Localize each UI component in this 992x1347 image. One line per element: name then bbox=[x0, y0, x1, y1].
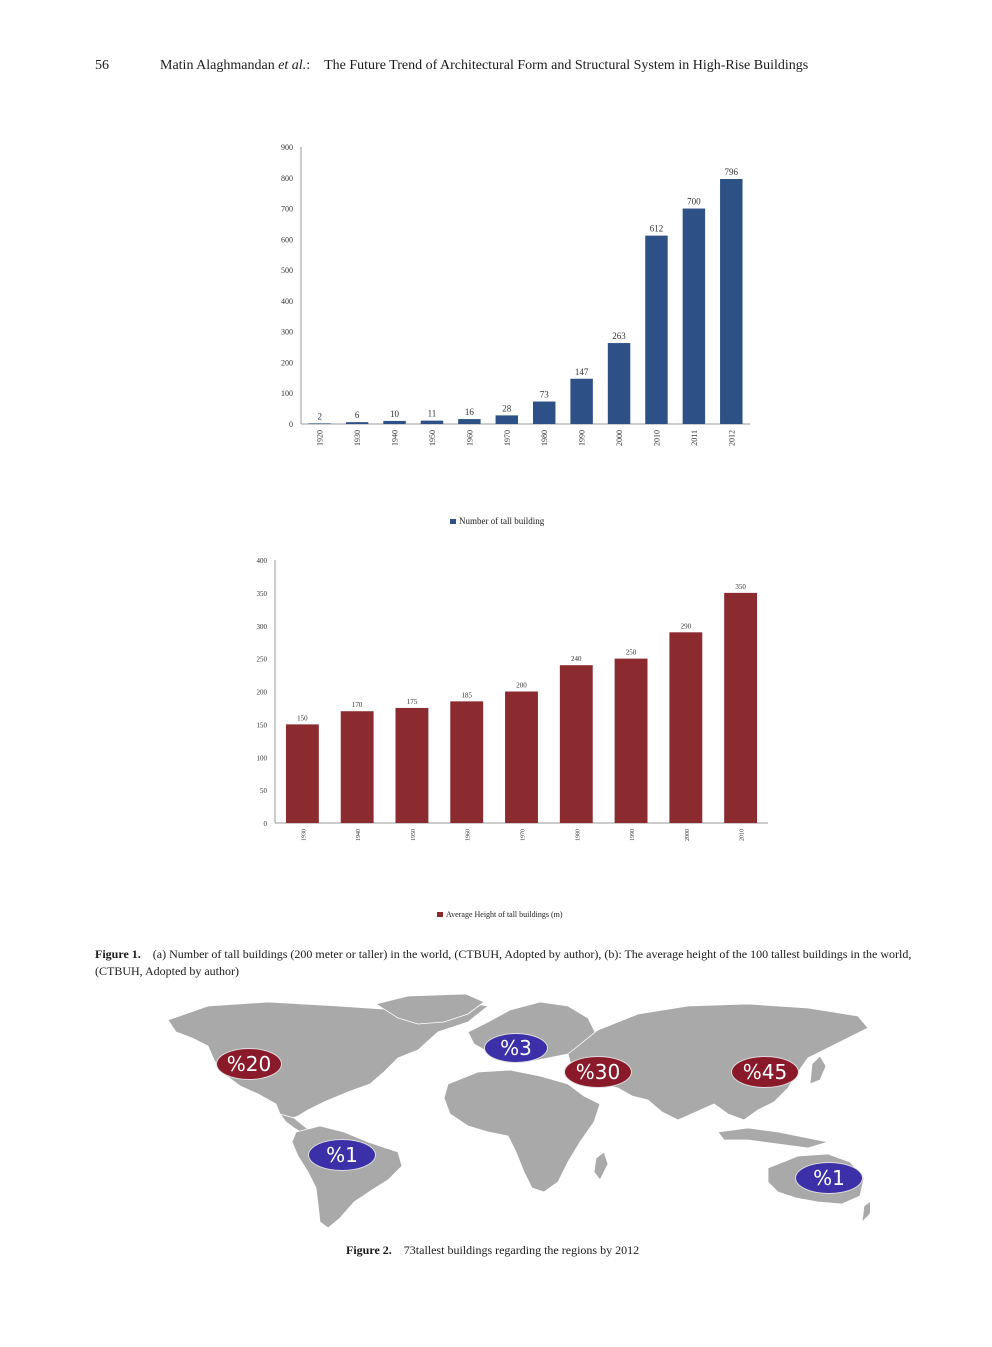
x-tick-label: 1970 bbox=[520, 829, 527, 841]
region-badge: %45 bbox=[731, 1056, 799, 1088]
et-al: et al. bbox=[278, 58, 307, 73]
data-label: 250 bbox=[625, 648, 637, 657]
world-map bbox=[148, 992, 870, 1230]
data-label: 6 bbox=[354, 410, 360, 421]
x-tick-label: 1970 bbox=[502, 430, 512, 446]
running-title: Matin Alaghmandan et al.: The Future Trend of Architectural Form and Structural System in High-Rise Buildings bbox=[160, 58, 809, 73]
legend-swatch bbox=[437, 912, 443, 917]
indonesia-shape bbox=[718, 1128, 828, 1148]
bar bbox=[645, 236, 667, 424]
world-map-svg bbox=[148, 992, 870, 1230]
legend-label: Average Height of tall buildings (m) bbox=[446, 910, 563, 919]
figure-1-caption bbox=[95, 946, 925, 980]
chart-tall-buildings-count bbox=[265, 138, 765, 458]
x-tick-label: 2010 bbox=[739, 829, 746, 841]
y-tick-label: 0 bbox=[263, 820, 267, 828]
y-tick-label: 250 bbox=[256, 655, 267, 664]
y-tick-label: 500 bbox=[281, 266, 293, 276]
bar bbox=[608, 343, 630, 424]
bar bbox=[308, 423, 330, 424]
page-number: 56 bbox=[95, 58, 109, 73]
y-tick-label: 600 bbox=[281, 235, 293, 245]
legend-label: Number of tall building bbox=[459, 516, 545, 526]
bar bbox=[383, 421, 405, 424]
y-tick-label: 800 bbox=[281, 173, 293, 183]
bar bbox=[669, 632, 702, 823]
data-label: 170 bbox=[351, 701, 363, 710]
region-badge: %20 bbox=[216, 1048, 282, 1080]
bar bbox=[458, 419, 480, 424]
figure-1-label: Figure 1. bbox=[95, 947, 141, 961]
y-tick-label: 100 bbox=[256, 754, 267, 763]
x-tick-label: 1990 bbox=[577, 430, 587, 446]
bar bbox=[560, 665, 593, 823]
figure-2-text: 73tallest buildings regarding the regions by 2012 bbox=[403, 1243, 640, 1257]
figure-2-label: Figure 2. bbox=[346, 1243, 392, 1257]
y-tick-label: 0 bbox=[289, 420, 293, 429]
bar bbox=[450, 701, 483, 823]
x-tick-label: 2011 bbox=[689, 430, 699, 446]
y-tick-label: 900 bbox=[281, 143, 293, 152]
data-label: 16 bbox=[464, 407, 474, 418]
x-tick-label: 1950 bbox=[427, 430, 437, 446]
data-label: 147 bbox=[574, 366, 589, 377]
madagascar-shape bbox=[594, 1152, 608, 1180]
y-tick-label: 400 bbox=[256, 557, 267, 565]
y-tick-label: 150 bbox=[256, 721, 267, 730]
region-badge: %1 bbox=[795, 1162, 863, 1194]
x-tick-label: 1940 bbox=[356, 829, 363, 841]
x-tick-label: 1960 bbox=[465, 829, 472, 841]
x-tick-label: 2000 bbox=[615, 430, 625, 446]
chart-average-height bbox=[250, 552, 780, 852]
x-tick-label: 1990 bbox=[630, 829, 637, 841]
data-label: 175 bbox=[406, 697, 418, 706]
data-label: 350 bbox=[735, 582, 746, 591]
x-tick-label: 2000 bbox=[684, 829, 691, 841]
bar bbox=[496, 415, 518, 424]
bar bbox=[724, 593, 757, 823]
data-label: 185 bbox=[461, 691, 472, 700]
x-tick-label: 1960 bbox=[465, 430, 475, 446]
bar bbox=[346, 422, 368, 424]
x-tick-label: 2010 bbox=[652, 430, 662, 446]
x-tick-label: 1930 bbox=[301, 829, 308, 841]
paper-title: The Future Trend of Architectural Form and Structural System in High-Rise Buildings bbox=[324, 58, 809, 73]
bar bbox=[421, 421, 443, 424]
x-tick-label: 1920 bbox=[315, 430, 325, 446]
y-tick-label: 200 bbox=[256, 688, 267, 697]
x-tick-label: 1980 bbox=[540, 430, 550, 446]
bar bbox=[505, 692, 538, 824]
chart-b-legend bbox=[437, 910, 563, 919]
data-label: 150 bbox=[297, 714, 308, 723]
data-label: 28 bbox=[502, 403, 512, 414]
x-tick-label: 1950 bbox=[410, 829, 417, 841]
region-badge: %1 bbox=[308, 1139, 376, 1171]
data-label: 240 bbox=[571, 655, 582, 664]
y-tick-label: 50 bbox=[260, 787, 267, 796]
figure-2-caption bbox=[346, 1242, 639, 1259]
y-tick-label: 700 bbox=[281, 204, 293, 214]
bar bbox=[533, 402, 555, 424]
authors: Matin Alaghmandan bbox=[160, 58, 275, 73]
data-label: 200 bbox=[516, 681, 527, 690]
figure-1-text: (a) Number of tall buildings (200 meter or taller) in the world, (CTBUH, Adopted by author), (b): The average height of the 100 tallest buildings in the world, (CTBUH, Adopted by author) bbox=[95, 947, 912, 978]
y-tick-label: 300 bbox=[281, 327, 293, 337]
x-tick-label: 1930 bbox=[353, 430, 363, 446]
data-label: 290 bbox=[680, 622, 692, 631]
africa-shape bbox=[444, 1070, 600, 1192]
data-label: 796 bbox=[724, 167, 739, 178]
y-tick-label: 400 bbox=[281, 296, 293, 306]
region-badge: %3 bbox=[484, 1033, 548, 1063]
data-label: 10 bbox=[390, 408, 400, 419]
data-label: 700 bbox=[687, 196, 701, 207]
data-label: 612 bbox=[649, 223, 664, 234]
data-label: 2 bbox=[317, 411, 322, 422]
y-tick-label: 200 bbox=[281, 358, 293, 368]
bar bbox=[286, 724, 319, 823]
bar bbox=[570, 379, 592, 424]
region-badge: %30 bbox=[564, 1056, 632, 1088]
chart-b-svg bbox=[250, 552, 780, 852]
y-tick-label: 300 bbox=[256, 622, 267, 631]
x-tick-label: 1940 bbox=[390, 430, 400, 446]
new-zealand-shape bbox=[862, 1200, 870, 1222]
chart-a-legend bbox=[450, 516, 544, 526]
legend-swatch bbox=[450, 519, 456, 524]
y-tick-label: 100 bbox=[281, 389, 293, 399]
bar bbox=[615, 659, 648, 823]
data-label: 73 bbox=[539, 389, 549, 400]
japan-shape bbox=[810, 1056, 826, 1084]
x-tick-label: 2012 bbox=[727, 430, 737, 446]
y-tick-label: 350 bbox=[256, 589, 267, 598]
data-label: 263 bbox=[612, 331, 626, 342]
bar bbox=[396, 708, 429, 823]
chart-a-svg bbox=[265, 138, 765, 458]
bar bbox=[341, 711, 374, 823]
bar bbox=[683, 209, 705, 424]
x-tick-label: 1980 bbox=[575, 829, 582, 841]
data-label: 11 bbox=[427, 408, 437, 419]
bar bbox=[720, 179, 742, 424]
